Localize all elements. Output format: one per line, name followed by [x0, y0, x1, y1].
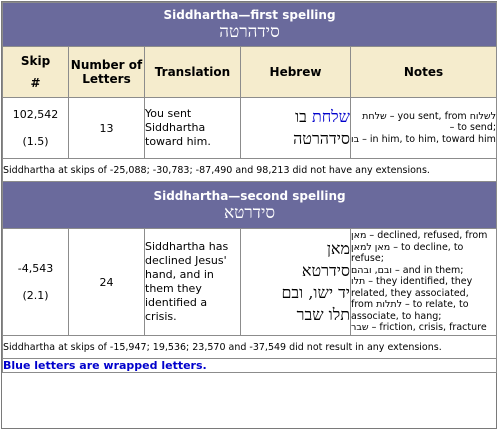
row2-letters: 24 — [69, 229, 145, 336]
row2-skip — [3, 229, 69, 336]
row1-hebrew-line1 — [241, 106, 350, 128]
row2-note-line: from לתלות – to relate, to — [351, 299, 469, 311]
row1-note-line: בו – in him, to him, toward him — [351, 133, 496, 145]
footnote1-row — [3, 159, 497, 182]
section1-title-english: Siddhartha—first spelling — [163, 8, 336, 22]
section2-title-row — [3, 182, 497, 229]
section1-title-hebrew: סידהרטה — [219, 22, 280, 42]
header-skip-label: Skip — [20, 54, 51, 68]
row2-skip-paren: (2.1) — [22, 289, 49, 302]
column-header-row — [3, 47, 497, 98]
row1-hebrew-rest: בו — [295, 107, 312, 126]
row1-translation: You sent Siddhartha toward him. — [145, 98, 241, 159]
table-row — [3, 229, 497, 336]
row2-note-line: תלו – they identified, they — [351, 276, 473, 288]
legend-row — [3, 359, 497, 373]
footnote1: Siddhartha at skips of -25,088; -30,783; -87,490 and 98,213 did not have any extensions. — [3, 159, 497, 182]
row1-letters: 13 — [69, 98, 145, 159]
header-translation: Translation — [145, 47, 241, 98]
results-table — [2, 2, 497, 373]
table-row — [3, 98, 497, 159]
row2-hebrew-line: מאן — [326, 239, 350, 258]
row2-note-line: שבר – friction, crisis, fracture — [351, 322, 487, 334]
row1-skip-paren: (1.5) — [22, 135, 49, 148]
row2-skip-value: -4,543 — [17, 262, 54, 275]
row2-hebrew — [241, 229, 351, 336]
footnote2-row — [3, 336, 497, 359]
row1-hebrew — [241, 98, 351, 159]
siddhartha-codes-table — [1, 1, 497, 429]
header-number-of-letters: Number of Letters — [69, 47, 145, 98]
row2-note-line: מאן – declined, refused, from — [351, 230, 488, 242]
row2-note-line: associate, to hang; — [351, 310, 442, 322]
row1-hebrew-line2: סידהרטה — [293, 129, 350, 148]
section1-title-row — [3, 3, 497, 47]
row1-note-line: – to send; — [449, 122, 497, 134]
row2-note-line: ובם, ובהם – and in them; — [351, 264, 464, 276]
section2-title-english: Siddhartha—second spelling — [153, 188, 346, 203]
wrapped-letters-legend: Blue letters are wrapped letters. — [3, 359, 497, 373]
section2-title — [3, 182, 497, 229]
row1-note-line: שלחת – you sent, from לשלוח — [362, 110, 497, 122]
row1-hebrew-wrapped: שלחת — [311, 107, 350, 126]
header-skip-hash: # — [30, 76, 41, 90]
header-notes: Notes — [351, 47, 497, 98]
row2-note-line: related, they associated, — [351, 287, 469, 299]
row2-translation: Siddhartha has declined Jesus' hand, and in them they identified a crisis. — [145, 229, 241, 336]
header-hebrew: Hebrew — [241, 47, 351, 98]
section1-title — [3, 3, 497, 47]
row1-skip-value: 102,542 — [12, 108, 59, 121]
row2-hebrew-line: סידרטא — [301, 261, 350, 280]
section2-title-hebrew: סידרטא — [223, 202, 276, 223]
row1-skip — [3, 98, 69, 159]
row2-hebrew-line: יד ישו, ובם — [281, 283, 350, 302]
row2-notes — [351, 229, 497, 336]
row1-notes — [351, 98, 497, 159]
footnote2: Siddhartha at skips of -15,947; 19,536; 23,570 and -37,549 did not result in any extensions. — [3, 336, 497, 359]
row2-hebrew-line: תלו שבר — [296, 305, 350, 324]
row2-note-line: מאן למאן – to decline, to refuse; — [351, 241, 464, 265]
header-skip — [3, 47, 69, 98]
